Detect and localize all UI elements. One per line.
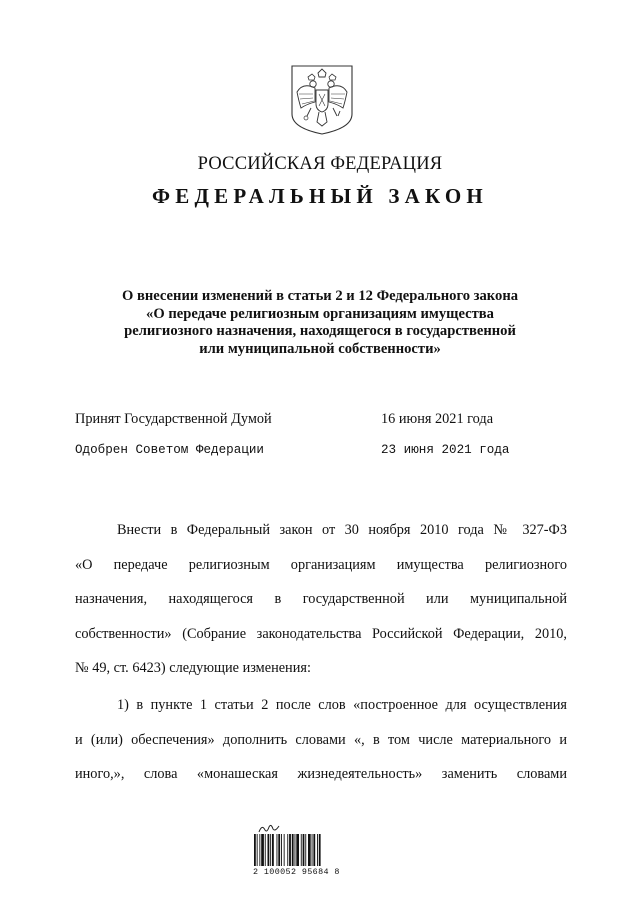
body-line: собственности» (Собрание законодательства Российской Федерации, 2010,: [75, 625, 567, 642]
document-type: ФЕДЕРАЛЬНЫЙ ЗАКОН: [152, 184, 488, 208]
body-line: Внести в Федеральный закон от 30 ноября 2010 года № 327-ФЗ: [117, 522, 567, 538]
law-title-line: О внесении изменений в статьи 2 и 12 Федерального закона: [121, 288, 519, 304]
body-paragraph-2: [75, 688, 567, 792]
law-title-line: или муниципальной собственности»: [199, 340, 441, 357]
coat-of-arms-icon: [289, 64, 355, 136]
body-line: иного,», слова «монашеская жизнедеятельность» заменить словами: [75, 766, 567, 783]
law-title: [60, 288, 580, 358]
body-line: 1) в пункте 1 статьи 2 после слов «построенное для осуществления: [117, 697, 567, 713]
law-title-line: «О передаче религиозным организациям имущества: [146, 305, 494, 322]
barcode-number: 2 100052 95684 8: [253, 867, 340, 877]
duma-adoption-label: Принят Государственной Думой: [75, 411, 272, 427]
council-approval-label: Одобрен Советом Федерации: [75, 443, 264, 457]
duma-adoption-date: 16 июня 2021 года: [381, 411, 494, 427]
council-approval-date: 23 июня 2021 года: [381, 443, 510, 457]
body-line: «О передаче религиозным организациям имущества религиозного: [75, 556, 567, 573]
barcode-block: [253, 822, 349, 877]
body-line: и (или) обеспечения» дополнить словами «, в том числе материального и: [75, 731, 567, 748]
barcode-icon: [253, 834, 349, 866]
handwritten-mark-icon: [258, 822, 280, 834]
law-title-line: религиозного назначения, находящегося в государственной: [124, 323, 516, 339]
body-line: № 49, ст. 6423) следующие изменения:: [75, 660, 311, 677]
country-name: РОССИЙСКАЯ ФЕДЕРАЦИЯ: [197, 154, 443, 174]
body-line: назначения, находящегося в государственной или муниципальной: [75, 591, 567, 608]
body-paragraph-1: [75, 513, 567, 686]
